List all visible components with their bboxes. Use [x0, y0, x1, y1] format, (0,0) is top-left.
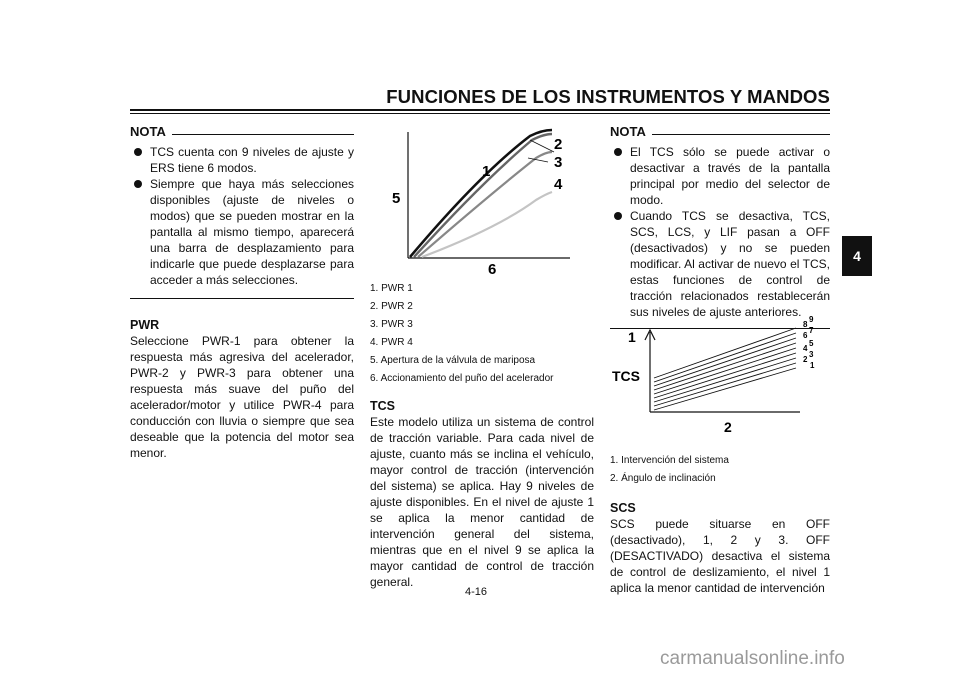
callout-1: 1	[628, 329, 636, 345]
note-end-rule	[130, 298, 354, 299]
tcs-paragraph: Este modelo utiliza un sistema de control de tracción variable. Para cada nivel de ajuste, cuanto más se inclina el vehículo, mayor control de tracción (intervención del sistema) se aplica. Hay 9 niveles de ajuste disponibles. En el nivel de ajuste 1 se aplica la menor cantidad de intervención general del sistema, mientras que en el nivel 9 se aplica la mayor cantidad de control de tracción general.	[370, 415, 594, 589]
figure2-legend	[610, 452, 830, 488]
level-label: 2	[803, 355, 808, 364]
level-label: 7	[809, 326, 814, 335]
level-label: 9	[809, 315, 814, 324]
column-right-lower	[610, 452, 830, 596]
level-line-5	[654, 348, 796, 394]
chapter-tab: 4	[842, 236, 872, 276]
column-right	[610, 124, 830, 329]
bullet-icon	[134, 148, 142, 156]
level-label: 5	[809, 339, 814, 348]
header-rule	[130, 109, 830, 111]
scs-paragraph: SCS puede situarse en OFF (desactivado), 1, 2 y 3. OFF (DESACTIVADO) desactiva el sistema de control de deslizamiento, el nivel 1 aplica la menor cantidad de intervención	[610, 517, 830, 595]
header-rule-thin	[130, 113, 830, 114]
bullet-icon	[134, 180, 142, 188]
level-label: 3	[809, 350, 814, 359]
level-label: 1	[810, 361, 815, 370]
legend-item: 1. PWR 1	[370, 283, 413, 294]
level-line-3	[654, 358, 796, 402]
callout-5: 5	[392, 190, 401, 207]
level-labels	[803, 315, 815, 370]
legend-item: 3. PWR 3	[370, 319, 413, 330]
note-list	[610, 144, 830, 320]
column-left	[130, 124, 354, 461]
callout-3: 3	[554, 154, 563, 171]
callout-2: 2	[554, 136, 563, 153]
legend-item: 4. PWR 4	[370, 337, 413, 348]
tcs-level-lines	[654, 328, 796, 410]
axis-label-tcs: TCS	[612, 368, 640, 384]
callout-6: 6	[488, 261, 497, 278]
column-middle	[370, 280, 594, 590]
bullet-icon	[614, 148, 622, 156]
pwr-paragraph: Seleccione PWR-1 para obtener la respuesta más agresiva del acelerador, PWR-2 y PWR-3 para obtener una respuesta más suave del puño del acelerador/motor y utilice PWR-4 para conducción con lluvia o siempre que sea deseable que la potencia del motor sea menor.	[130, 334, 354, 460]
level-line-4	[654, 353, 796, 398]
section-heading-scs: SCS	[610, 501, 636, 515]
figure1-legend	[370, 280, 594, 388]
page-number: 4-16	[465, 586, 488, 598]
note-title: NOTA	[130, 124, 166, 139]
curve-pwr4	[422, 192, 552, 257]
level-line-6	[654, 343, 796, 390]
level-label: 4	[803, 344, 808, 353]
level-line-7	[654, 338, 796, 386]
legend-item: 1. Intervención del sistema	[610, 455, 729, 466]
note-rule	[652, 134, 830, 135]
curve-pwr2	[414, 134, 552, 257]
section-heading-pwr: PWR	[130, 318, 160, 332]
throttle-response-diagram	[370, 124, 590, 280]
page-title: FUNCIONES DE LOS INSTRUMENTOS Y MANDOS	[386, 86, 830, 107]
callout-2: 2	[724, 419, 732, 435]
note-rule	[172, 134, 354, 135]
legend-item: 6. Accionamiento del puño del acelerador	[370, 373, 554, 384]
note-item: TCS cuenta con 9 niveles de ajuste y ERS tiene 6 modos.	[130, 144, 354, 176]
watermark: carmanualsonline.info	[660, 648, 845, 669]
note-title: NOTA	[610, 124, 646, 139]
note-item: El TCS sólo se puede activar o desactivar a través de la pantalla principal por medio del selector de modo.	[610, 144, 830, 208]
tcs-level-diagram	[610, 312, 830, 438]
callout-1: 1	[482, 163, 491, 180]
level-label: 8	[803, 320, 808, 329]
level-label: 6	[803, 331, 808, 340]
legend-item: 2. Ángulo de inclinación	[610, 473, 716, 484]
legend-item: 5. Apertura de la válvula de mariposa	[370, 355, 536, 366]
leader-2	[530, 140, 554, 152]
level-line-2	[654, 363, 796, 406]
note-heading	[130, 124, 354, 140]
note-item: Siempre que haya más selecciones disponibles (ajuste de niveles o modos) que se pueden mostrar en la pantalla al mismo tiempo, aparecerá una barra de desplazamiento para indicarle que puede desplazarse para acceder a más selecciones.	[130, 176, 354, 288]
note-item: Cuando TCS se desactiva, TCS, SCS, LCS, y LIF pasan a OFF (desactivados) y no se pueden modificar. Al activar de nuevo el TCS, estas funciones de control de tracción relacionados restablecerán sus niveles de ajuste anteriores.	[610, 208, 830, 320]
note-list	[130, 144, 354, 288]
level-line-9	[654, 328, 796, 378]
legend-item: 2. PWR 2	[370, 301, 413, 312]
callout-4: 4	[554, 176, 563, 193]
bullet-icon	[614, 212, 622, 220]
section-heading-tcs: TCS	[370, 399, 395, 413]
note-heading	[610, 124, 830, 140]
